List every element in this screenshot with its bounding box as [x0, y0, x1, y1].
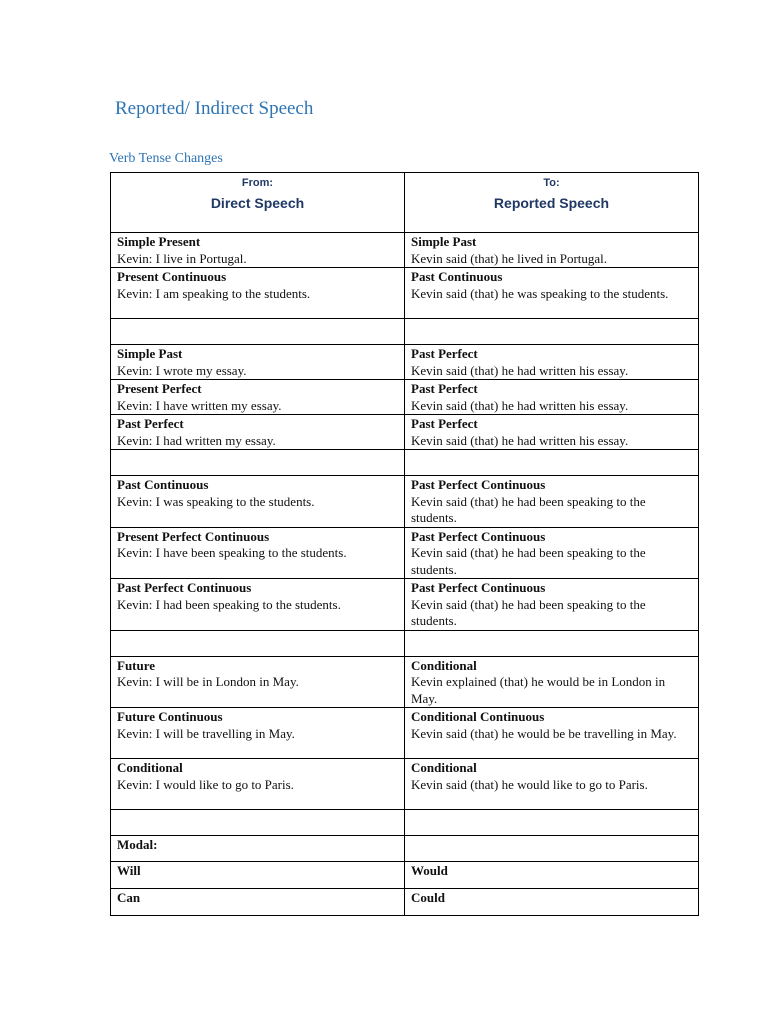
- reported-cell: [405, 708, 699, 759]
- table-header-row: [111, 173, 699, 233]
- direct-example: Kevin: I will be in London in May.: [117, 674, 299, 689]
- reported-cell: [405, 476, 699, 528]
- empty-cell: [405, 319, 699, 345]
- direct-cell: [111, 708, 405, 759]
- empty-cell: [405, 630, 699, 656]
- reported-tense: Simple Past: [411, 234, 477, 249]
- reported-example: Kevin said (that) he would be be travelling in May.: [411, 725, 677, 741]
- page-title: Reported/ Indirect Speech: [115, 98, 314, 119]
- direct-tense: Simple Present: [117, 234, 201, 249]
- reported-tense: Conditional Continuous: [411, 709, 545, 724]
- direct-tense: Past Perfect: [117, 416, 184, 431]
- table-row: [111, 656, 699, 708]
- reported-tense: Conditional: [411, 657, 477, 673]
- reported-cell: [405, 268, 699, 319]
- modal-reported: Would: [405, 862, 699, 889]
- direct-example: Kevin: I had been speaking to the students.: [117, 596, 341, 612]
- table-row: [111, 345, 699, 380]
- direct-tense: Conditional: [117, 760, 183, 775]
- direct-cell: [111, 380, 405, 415]
- reported-tense: Past Perfect: [411, 416, 478, 431]
- reported-tense: Past Continuous: [411, 269, 503, 284]
- table-row: [111, 527, 699, 579]
- table-row: [111, 268, 699, 319]
- direct-example: Kevin: I live in Portugal.: [117, 250, 247, 266]
- direct-cell: [111, 527, 405, 579]
- spacer-row: [111, 630, 699, 656]
- reported-example: Kevin said (that) he had written his essay.: [411, 362, 629, 378]
- direct-example: Kevin: I wrote my essay.: [117, 362, 247, 378]
- empty-cell: [111, 810, 405, 836]
- direct-example: Kevin: I have written my essay.: [117, 397, 282, 413]
- direct-tense: Simple Past: [117, 346, 183, 361]
- spacer-row: [111, 450, 699, 476]
- direct-cell: [111, 476, 405, 528]
- empty-cell: [111, 319, 405, 345]
- direct-example: Kevin: I was speaking to the students.: [117, 493, 315, 509]
- direct-tense: Future: [117, 657, 156, 673]
- reported-cell: [405, 759, 699, 810]
- direct-example: Kevin: I have been speaking to the students.: [117, 545, 347, 560]
- direct-cell: [111, 233, 405, 268]
- reported-speech-heading: Reported Speech: [493, 194, 610, 211]
- reported-tense: Past Perfect Continuous: [411, 477, 546, 492]
- table-row: [111, 708, 699, 759]
- reported-cell: [405, 233, 699, 268]
- reported-cell: [405, 380, 699, 415]
- table-row: [111, 233, 699, 268]
- direct-cell: [111, 579, 405, 631]
- to-label: To:: [543, 177, 560, 189]
- table-row: [111, 759, 699, 810]
- table-row: [111, 476, 699, 528]
- reported-example: Kevin said (that) he had been speaking to the students.: [411, 596, 646, 628]
- direct-example: Kevin: I will be travelling in May.: [117, 725, 295, 741]
- reported-tense: Past Perfect: [411, 346, 478, 361]
- reported-example: Kevin said (that) he was speaking to the students.: [411, 285, 669, 301]
- direct-cell: [111, 268, 405, 319]
- reported-cell: [405, 579, 699, 631]
- direct-cell: [111, 656, 405, 708]
- direct-example: Kevin: I would like to go to Paris.: [117, 776, 294, 792]
- direct-tense: Past Perfect Continuous: [117, 580, 252, 595]
- header-direct-cell: [111, 173, 405, 233]
- empty-cell: [405, 450, 699, 476]
- reported-example: Kevin said (that) he had written his essay.: [411, 432, 629, 448]
- reported-tense: Past Perfect Continuous: [411, 528, 546, 544]
- empty-cell: [405, 836, 699, 862]
- reported-example: Kevin said (that) he would like to go to Paris.: [411, 776, 648, 792]
- direct-cell: [111, 345, 405, 380]
- empty-cell: [111, 450, 405, 476]
- reported-cell: [405, 345, 699, 380]
- direct-example: Kevin: I am speaking to the students.: [117, 285, 311, 301]
- modal-direct: Will: [111, 862, 405, 889]
- direct-tense: Past Continuous: [117, 477, 209, 492]
- direct-tense: Present Perfect Continuous: [117, 528, 270, 544]
- table-row: [111, 380, 699, 415]
- from-label: From:: [241, 177, 274, 189]
- modal-heading-row: [111, 836, 699, 862]
- modal-reported: Could: [405, 889, 699, 916]
- direct-speech-heading: Direct Speech: [210, 194, 305, 211]
- empty-cell: [111, 630, 405, 656]
- reported-cell: [405, 527, 699, 579]
- table-row: [111, 415, 699, 450]
- table-row: [111, 579, 699, 631]
- tense-table: [110, 172, 699, 916]
- header-reported-cell: [405, 173, 699, 233]
- direct-cell: [111, 759, 405, 810]
- direct-tense: Present Continuous: [117, 269, 227, 284]
- spacer-row: [111, 319, 699, 345]
- section-subtitle: Verb Tense Changes: [109, 151, 223, 166]
- reported-tense: Conditional: [411, 760, 477, 775]
- reported-tense: Past Perfect Continuous: [411, 580, 546, 595]
- direct-tense: Present Perfect: [117, 381, 202, 396]
- modal-direct: Can: [111, 889, 405, 916]
- modal-heading: Modal:: [111, 836, 405, 862]
- modal-row: [111, 862, 699, 889]
- reported-cell: [405, 415, 699, 450]
- reported-example: Kevin explained (that) he would be in London in May.: [411, 674, 666, 706]
- spacer-row: [111, 810, 699, 836]
- reported-example: Kevin said (that) he had been speaking to the students.: [411, 493, 646, 525]
- reported-example: Kevin said (that) he had written his essay.: [411, 397, 629, 413]
- reported-example: Kevin said (that) he had been speaking to the students.: [411, 545, 646, 577]
- reported-cell: [405, 656, 699, 708]
- direct-tense: Future Continuous: [117, 709, 223, 724]
- modal-row: [111, 889, 699, 916]
- direct-example: Kevin: I had written my essay.: [117, 432, 276, 448]
- direct-cell: [111, 415, 405, 450]
- reported-tense: Past Perfect: [411, 381, 478, 396]
- reported-example: Kevin said (that) he lived in Portugal.: [411, 250, 608, 266]
- empty-cell: [405, 810, 699, 836]
